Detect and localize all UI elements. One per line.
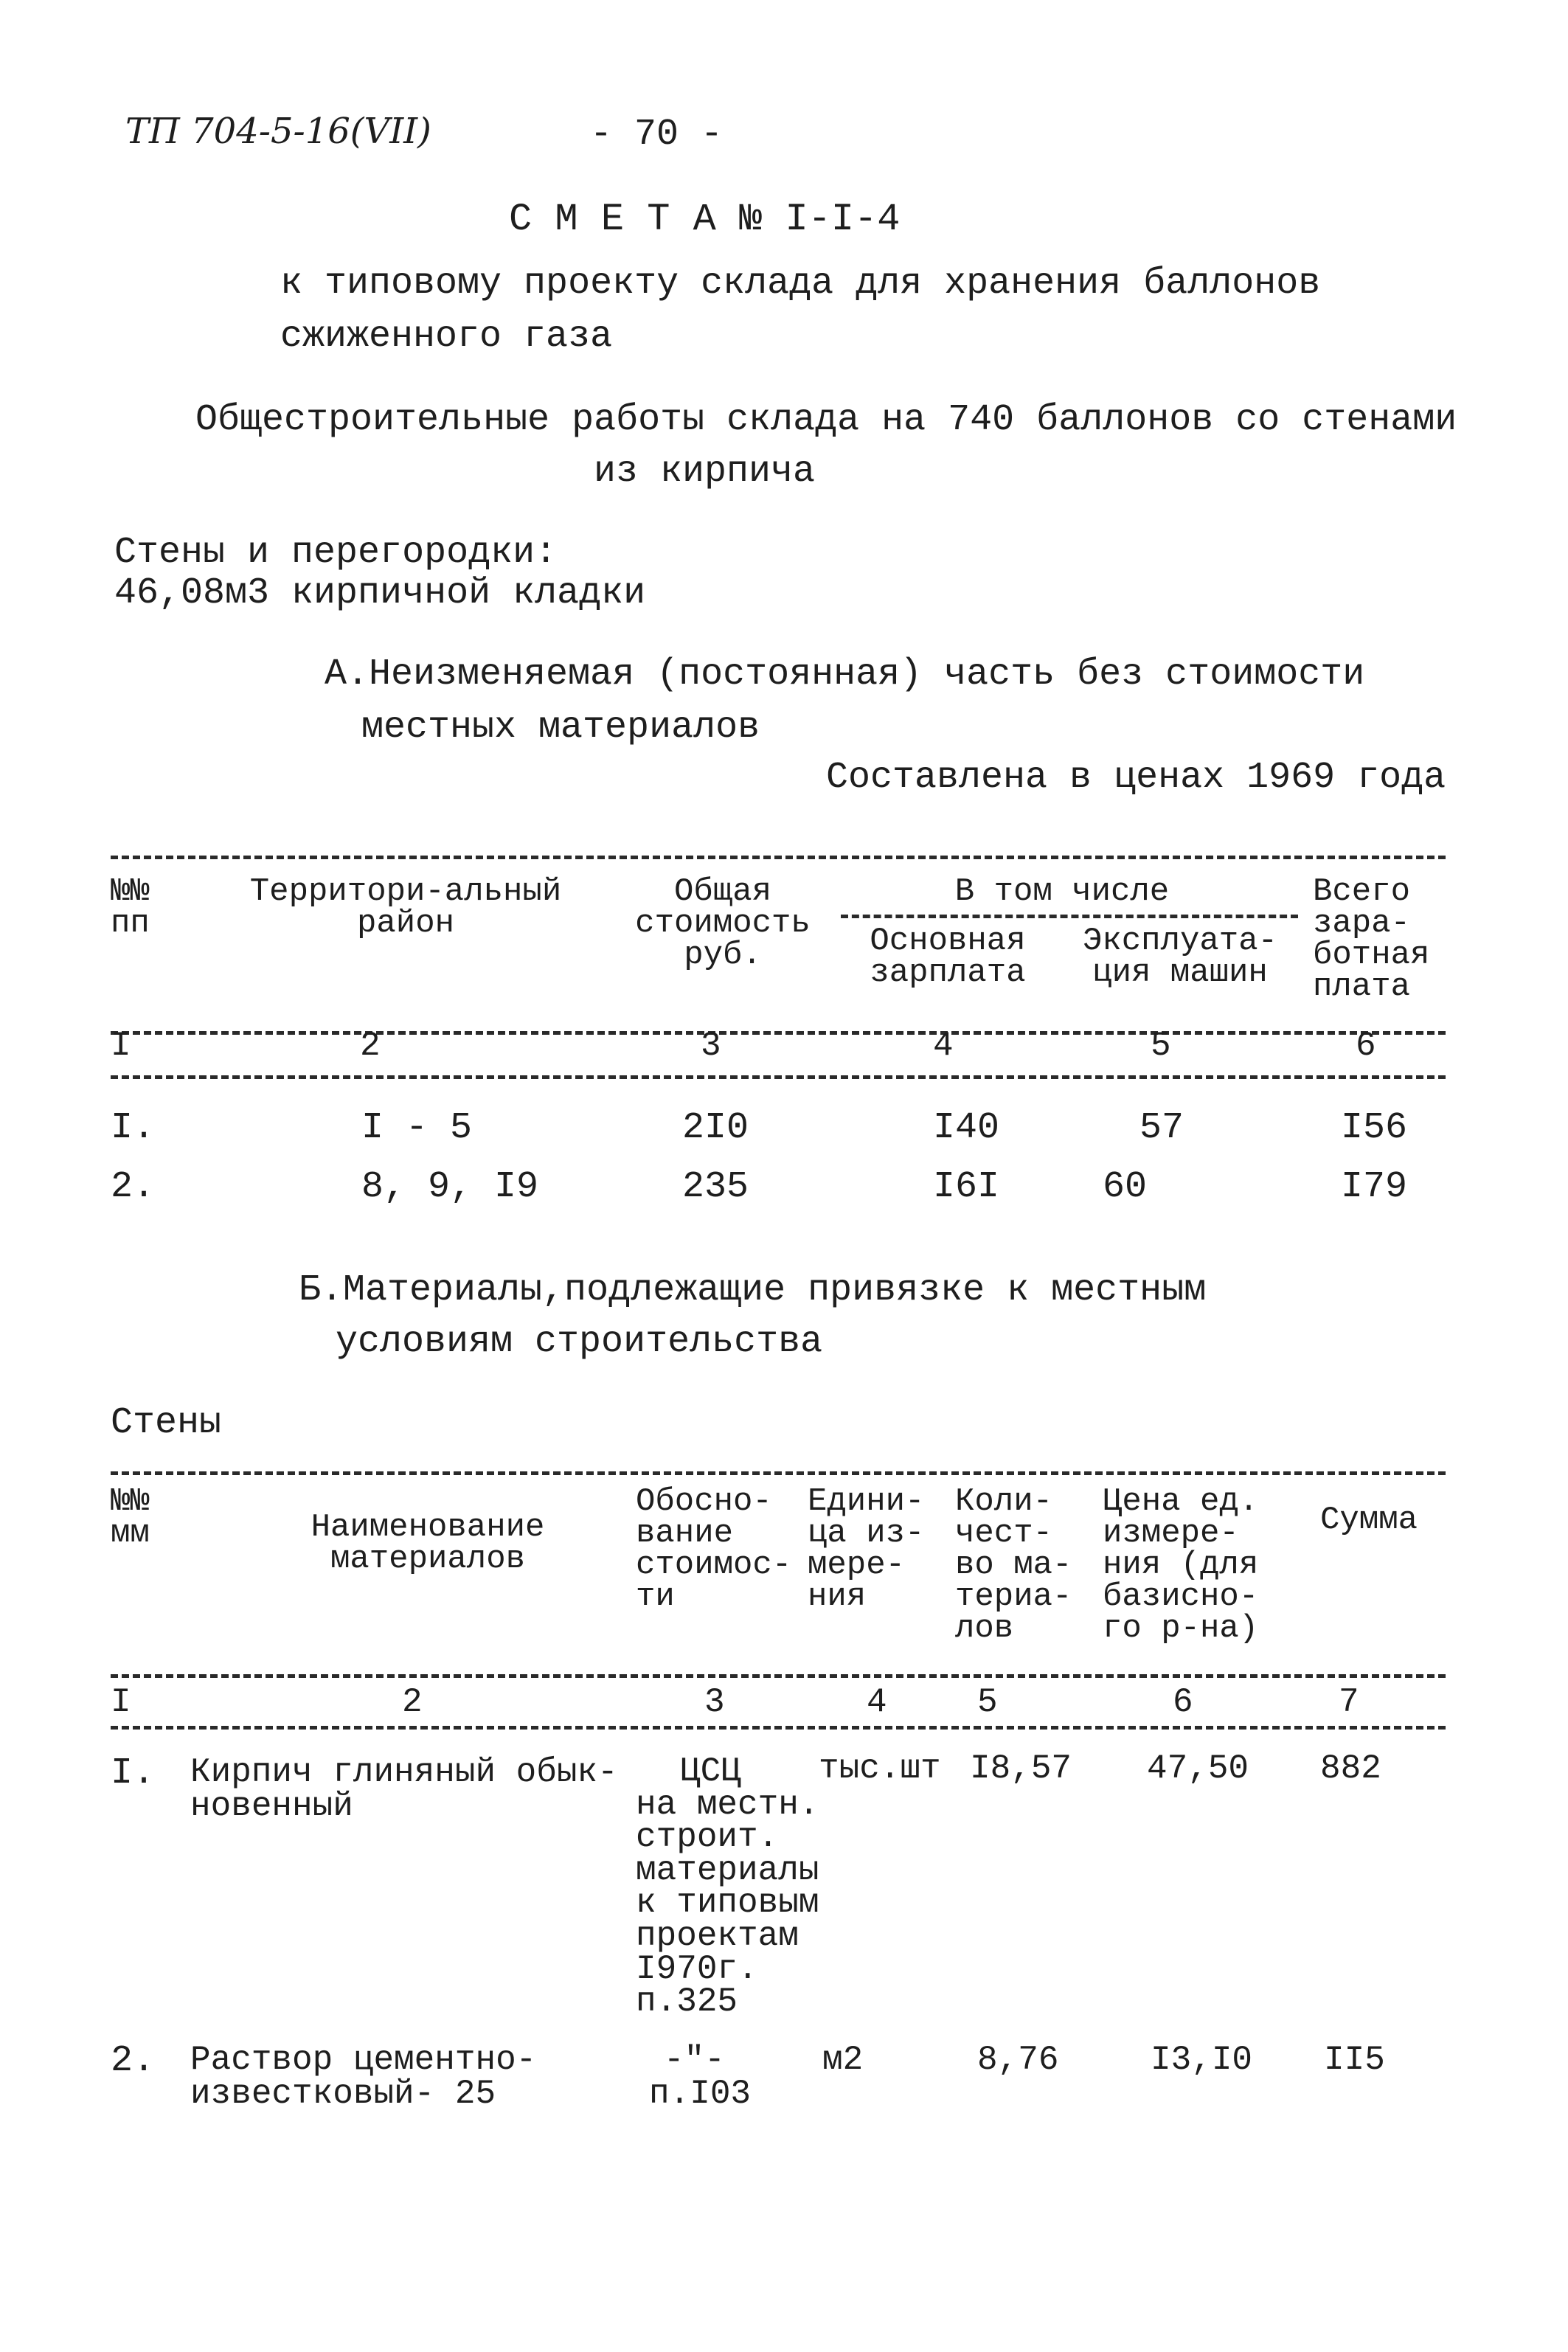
walls-info-line-1: Стены и перегородки:	[114, 532, 558, 574]
walls-info-line-2: 46,08м3 кирпичной кладки	[114, 572, 646, 614]
table-a-header-wage: Всего зара- ботная плата	[1313, 873, 1430, 1006]
table-a-row-2-total: 235	[682, 1166, 749, 1208]
table-a-header-basic: Основная зарплата	[870, 923, 1026, 992]
table-a-row-1-total: 2I0	[682, 1107, 749, 1149]
section-a-line-1: А.Неизменяемая (постоянная) часть без стоимости	[325, 653, 1365, 695]
table-b-colnum-1: I	[111, 1683, 131, 1721]
table-a-colnum-4: 4	[933, 1027, 954, 1065]
table-b-colnum-2: 2	[402, 1683, 423, 1721]
table-b-row-2-unit: м2	[822, 2041, 864, 2079]
table-b-header-unit: Едини- ца из- мере- ния	[808, 1483, 925, 1616]
table-b-header-sum: Сумма	[1320, 1502, 1418, 1538]
table-a-colnum-6: 6	[1356, 1027, 1376, 1065]
table-a-header-num: №№ пп	[111, 873, 150, 943]
section-b-line-2: условиям строительства	[336, 1321, 823, 1363]
table-b-colnum-rule	[111, 1726, 1446, 1730]
table-b-header-price: Цена ед. измере- ния (для базисно- го р-на)	[1103, 1483, 1259, 1648]
table-a-row-1-machines: 57	[1139, 1107, 1184, 1149]
table-a-header-region: Территори-альный район	[249, 873, 562, 943]
table-b-colnum-7: 7	[1339, 1683, 1359, 1721]
table-a-colnum-5: 5	[1151, 1027, 1171, 1065]
table-a-colnum-1: I	[111, 1027, 131, 1065]
work-line-2: из кирпича	[594, 451, 816, 493]
table-a-row-1-wage: I56	[1341, 1107, 1408, 1149]
table-b-header-rule	[111, 1674, 1446, 1678]
table-b-row-2-sum: II5	[1324, 2041, 1385, 2079]
table-b-colnum-4: 4	[867, 1683, 887, 1721]
table-b-colnum-3: 3	[704, 1683, 725, 1721]
table-b-row-2-basis: -"- п.I03	[649, 2041, 752, 2113]
section-a-line-2: местных материалов	[361, 707, 760, 749]
table-a-row-1-basic: I40	[933, 1107, 1000, 1149]
table-b-header-name: Наименование материалов	[311, 1509, 545, 1578]
table-a-row-2-machines: 60	[1103, 1166, 1148, 1208]
table-b-colnum-6: 6	[1173, 1683, 1193, 1721]
table-a-row-2-wage: I79	[1341, 1166, 1408, 1208]
page-number: - 70 -	[590, 114, 724, 156]
table-a-colnum-3: 3	[701, 1027, 721, 1065]
table-b-top-rule	[111, 1471, 1446, 1475]
table-b-row-2-name: Раствор цементно- известковый- 25	[190, 2041, 537, 2113]
table-b-row-2-num: 2.	[111, 2040, 156, 2082]
table-b-row-1-unit: тыс.шт	[819, 1749, 941, 1788]
table-a-colnum-rule	[111, 1075, 1446, 1079]
table-b-header-qty: Коли- чест- во ма- териа- лов	[955, 1483, 1072, 1648]
work-line-1: Общестроительные работы склада на 740 баллонов со стенами	[195, 399, 1457, 441]
table-b-row-1-name: Кирпич глиняный обык- новенный	[190, 1753, 618, 1825]
table-a-header-total: Общая стоимость руб.	[635, 873, 811, 974]
table-b-row-1-price: 47,50	[1147, 1749, 1249, 1788]
table-b-row-1-basis: ЦСЦ на местн. строит. материалы к типовым проектам I970г. п.325	[636, 1752, 819, 2022]
prices-note: Составлена в ценах 1969 года	[826, 757, 1446, 799]
section-b-line-1: Б.Материалы,подлежащие привязке к местным	[299, 1269, 1207, 1311]
table-b-row-1-sum: 882	[1320, 1749, 1381, 1788]
table-a-top-rule	[111, 856, 1446, 859]
table-b-row-1-num: I.	[111, 1752, 156, 1794]
subtitle-line-1: к типовому проекту склада для хранения баллонов	[280, 263, 1321, 305]
document-code: ТП 704-5-16(VII)	[125, 111, 431, 152]
table-b-row-2-price: I3,I0	[1151, 2041, 1253, 2079]
table-a-row-1-num: I.	[111, 1107, 156, 1149]
table-a-header-in-total: В том числе	[954, 873, 1170, 910]
table-a-header-rule	[111, 1031, 1446, 1035]
table-a-header-machines: Эксплуата- ция машин	[1082, 923, 1278, 992]
table-b-header-num: №№ мм	[111, 1483, 150, 1553]
table-a-row-2-basic: I6I	[933, 1166, 1000, 1208]
table-a-colnum-2: 2	[360, 1027, 381, 1065]
table-a-row-1-region: I - 5	[361, 1107, 473, 1149]
table-b-row-1-qty: I8,57	[970, 1749, 1072, 1788]
subtitle-line-2: сжиженного газа	[280, 316, 613, 358]
table-b-header-basis: Обосно- вание стоимос- ти	[636, 1483, 792, 1616]
walls-subheading: Стены	[111, 1402, 222, 1444]
table-a-row-2-num: 2.	[111, 1166, 156, 1208]
table-a-row-2-region: 8, 9, I9	[361, 1166, 539, 1208]
table-a-in-total-rule	[841, 915, 1298, 918]
table-b-row-2-qty: 8,76	[977, 2041, 1059, 2079]
table-b-colnum-5: 5	[977, 1683, 998, 1721]
document-title: С М Е Т А № I-I-4	[509, 198, 901, 241]
